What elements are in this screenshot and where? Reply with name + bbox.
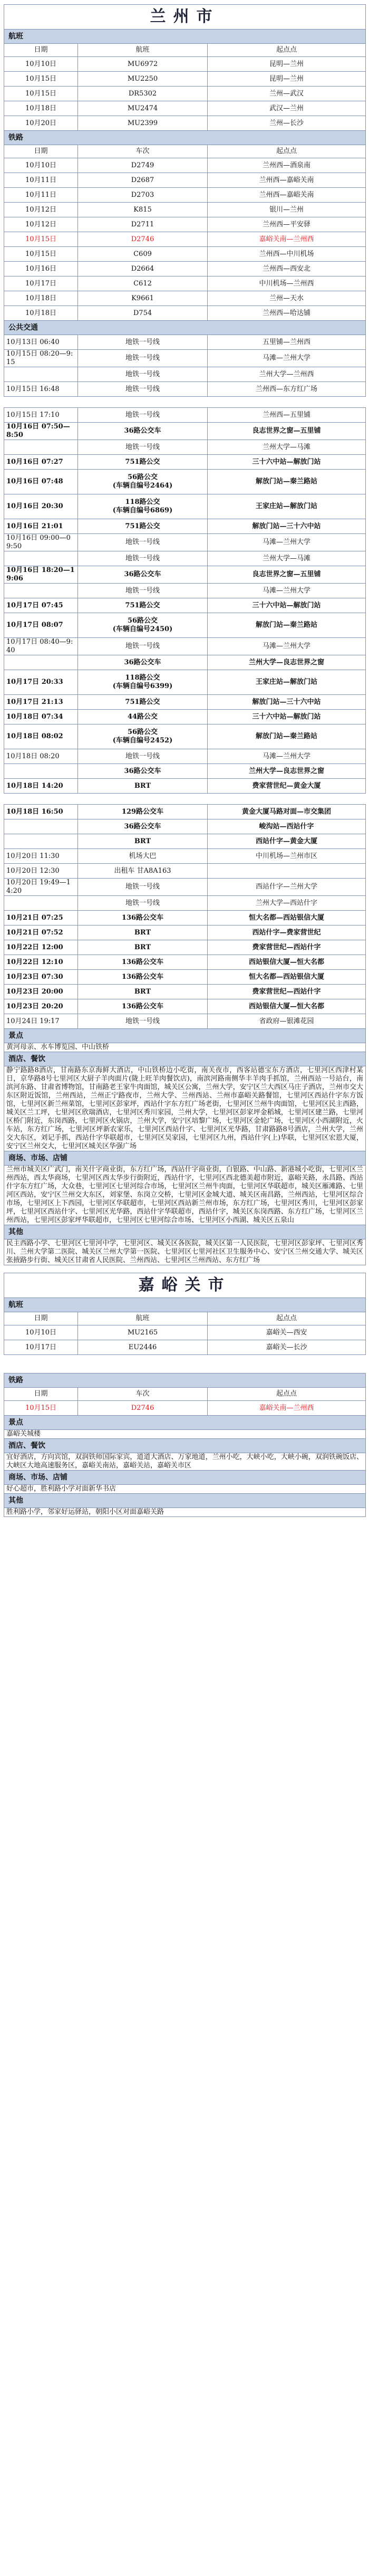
- cell-date: 10月17日: [4, 1340, 78, 1355]
- col-route: 起点点: [208, 44, 366, 57]
- cell-date: 10月22日 12:00: [4, 940, 78, 955]
- table-row: [4, 926, 366, 940]
- cell-number: MU2250: [78, 72, 208, 87]
- cell-number: D754: [78, 306, 208, 321]
- cell-number: 751路公交: [78, 519, 208, 534]
- cell-route: 兰州西—东方红广场: [208, 382, 366, 397]
- cell-date: 10月15日: [4, 87, 78, 101]
- table-row: [4, 896, 366, 911]
- bus-rows-lanzhou-a: [4, 335, 366, 397]
- section-rail-jiayuguan: 铁路: [4, 1373, 366, 1388]
- cell-route: 兰州—武汉: [208, 87, 366, 101]
- table-row: [4, 695, 366, 710]
- section-rail-lanzhou: 铁路: [4, 131, 366, 145]
- cell-route: 武汉—兰州: [208, 101, 366, 116]
- flight-rows-lanzhou: [4, 57, 366, 131]
- cell-date: 10月17日 21:13: [4, 695, 78, 710]
- table-row: [4, 408, 366, 423]
- cell-number: DR5302: [78, 87, 208, 101]
- cell-number: 地铁一号线: [78, 749, 208, 764]
- cell-number: K815: [78, 203, 208, 217]
- cell-date: 10月18日 08:20: [4, 749, 78, 764]
- table-row: [4, 382, 366, 397]
- table-row: [4, 335, 366, 350]
- cell-number: K9661: [78, 291, 208, 306]
- cell-number: 118路公交 (车辆自编号6399): [78, 670, 208, 695]
- table-row: [4, 584, 366, 598]
- cell-date: 10月17日 08:07: [4, 613, 78, 638]
- table-row: [4, 911, 366, 926]
- cell-date: 10月21日 07:25: [4, 911, 78, 926]
- cell-number: 地铁一号线: [78, 440, 208, 455]
- table-row: [4, 494, 366, 519]
- cell-date: 10月18日 07:34: [4, 710, 78, 724]
- cell-date: 10月16日 20:30: [4, 494, 78, 519]
- cell-route: 五里铺—兰州西: [208, 335, 366, 350]
- cell-date: 10月16日 07:27: [4, 455, 78, 470]
- table-row: [4, 306, 366, 321]
- table-row: [4, 116, 366, 131]
- table-row: [4, 940, 366, 955]
- cell-route: 兰州—天水: [208, 291, 366, 306]
- hotel-text-jiayuguan: 宜好酒店，方向宾馆，双润铁师国际家宾，道道大酒店、万家地道，兰州小吃，大峡小吃，大峡小碗，双润铁碗饭店、大峡区大地高速服务区，嘉峪关南站，嘉峪关站，嘉峪关市区: [4, 1453, 366, 1471]
- cell-number: 地铁一号线: [78, 350, 208, 367]
- cell-route: 兰州大学—马滩: [208, 551, 366, 566]
- cell-number: 地铁一号线: [78, 408, 208, 423]
- bus-rows-lanzhou-b: [4, 408, 366, 794]
- table-row: [4, 613, 366, 638]
- cell-date: 10月13日 06:40: [4, 335, 78, 350]
- cell-date: 10月11日: [4, 173, 78, 188]
- table-row: [4, 970, 366, 985]
- cell-number: D2746: [78, 1401, 208, 1416]
- table-row: [4, 72, 366, 87]
- scenic-text-lanzhou: 黄河母亲、水车博览园、中山铁桥: [4, 1043, 366, 1052]
- cell-route: 马滩—兰州大学: [208, 350, 366, 367]
- table-row: [4, 779, 366, 794]
- table-row: [4, 1014, 366, 1029]
- cell-route: 解放门站—三十六中站: [208, 519, 366, 534]
- cell-number: 出租车 甘A8A163: [78, 864, 208, 879]
- spacer: [4, 397, 366, 408]
- cell-date: 10月18日: [4, 101, 78, 116]
- cell-route: 西站银信大厦—恒大名都: [208, 999, 366, 1014]
- cell-number: MU2474: [78, 101, 208, 116]
- cell-number: BRT: [78, 940, 208, 955]
- cell-route: 西站银信大厦—恒大名都: [208, 955, 366, 970]
- cell-route: 昆明—兰州: [208, 57, 366, 72]
- table-row: [4, 203, 366, 217]
- rail-rows-lanzhou: [4, 158, 366, 321]
- cell-route: 峻沟站—西站什字: [208, 819, 366, 834]
- cell-route: 兰州西—哈达铺: [208, 306, 366, 321]
- other-text-jiayuguan: 胜利路小学，邻家好运驿站，朝阳小区对面嘉峪关路: [4, 1508, 366, 1517]
- cell-number: BRT: [78, 779, 208, 794]
- cell-date: 10月16日 07:50—8:50: [4, 423, 78, 440]
- cell-number: EU2446: [78, 1340, 208, 1355]
- cell-route: 兰州西—五里铺: [208, 408, 366, 423]
- cell-date: 10月16日 09:00—09:50: [4, 534, 78, 551]
- cell-route: 三十六中站—解放门站: [208, 455, 366, 470]
- cell-route: 马滩—兰州大学: [208, 749, 366, 764]
- city-title-lanzhou: 兰州市: [4, 5, 366, 30]
- cell-date: 10月15日: [4, 232, 78, 247]
- cell-date: 10月16日 07:48: [4, 470, 78, 494]
- table-row: [4, 955, 366, 970]
- cell-date: 10月15日: [4, 1401, 78, 1416]
- flight-rows-jiayuguan: [4, 1325, 366, 1355]
- cell-route: 中川机场—兰州西: [208, 276, 366, 291]
- cell-number: 136路公交车: [78, 955, 208, 970]
- table-row: [4, 805, 366, 819]
- other-text-lanzhou: 民主西路小学、七里河区七里河中学，七里河区、城关区各医院，城关区第一人民医院，七里河区彭家坪、七里河区秀川、兰州大学第二医院、城关区兰州大学第一医院、七里河区七里河社区卫生服务中心、安宁区兰州交通大学、城关区张掖路步行街、城关区甘肃省人民医院、兰州西站、七里河区兰州西站、东方红广场: [4, 1239, 366, 1265]
- cell-route: 中川机场—兰州市区: [208, 849, 366, 864]
- cell-date: 10月18日 16:50: [4, 805, 78, 819]
- cell-date: 10月16日 21:01: [4, 519, 78, 534]
- cell-route: 省政府—银滩花园: [208, 1014, 366, 1029]
- cell-date: 10月15日 08:20—9:15: [4, 350, 78, 367]
- table-row: [4, 87, 366, 101]
- cell-date: 10月17日 08:40—9:40: [4, 638, 78, 655]
- cell-number: MU2399: [78, 116, 208, 131]
- cell-number: 地铁一号线: [78, 1014, 208, 1029]
- cell-date: [4, 584, 78, 598]
- table-row: [4, 834, 366, 849]
- table-row: [4, 598, 366, 613]
- cell-date: [4, 896, 78, 911]
- cell-route: 良志世界之窗—五里铺: [208, 566, 366, 584]
- cell-number: 36路公交车: [78, 566, 208, 584]
- cell-date: 10月22日 12:10: [4, 955, 78, 970]
- cell-number: 129路公交车: [78, 805, 208, 819]
- col-route: 起点点: [208, 1388, 366, 1401]
- cell-date: 10月10日: [4, 1325, 78, 1340]
- section-scenic-jiayuguan: 景点: [4, 1416, 366, 1430]
- table-row: [4, 367, 366, 382]
- cell-number: 36路公交车: [78, 764, 208, 779]
- spacer: [4, 794, 366, 805]
- cell-date: [4, 367, 78, 382]
- cell-route: 费家营世纪—西站什字: [208, 940, 366, 955]
- col-route: 起点点: [208, 145, 366, 158]
- market-text-lanzhou: 兰州市城关区广武门，南关什字商业街，东方红广场，西站什字商业街，白银路、中山路、新港城小吃街，七里河区兰州西站，西太华商场，七里河区西太华步行街附近，西站什字，七里河区西北德美超市附近，嘉峪关路，永昌路、西站什字东方红广场，大众巷，七里河区七里河综合市场，七里河区兰州牛肉面，七里河区华联超市，城关区雁滩路、七里河区西站，安宁区兰州交大东区，刘家堡、东岗立交桥，七里河区金城大道、城关区南昌路，兰州西站，七里河区综合市场，七里河区上下西园，七里河区华联超市，七里河区西站新兰州市场，东方红广场，七里河区秀川，七里河区彭家坪，七里河区西站什字、七里河区光华路，西站什字华联超市，西站什字，城关区东岗西路、东方红广场，七里河区兰州西站，七里河区彭家坪华联超市，七里河区七里河综合市场、七里河区小西湖、城关区五泉山: [4, 1166, 366, 1225]
- cell-route: 嘉峪关南—兰州西: [208, 232, 366, 247]
- table-row: [4, 440, 366, 455]
- section-other-jiayuguan: 其他: [4, 1494, 366, 1508]
- jiayuguan-table: [4, 1273, 366, 1517]
- cell-route: 恒大名都—西站银信大厦: [208, 970, 366, 985]
- cell-number: D2749: [78, 158, 208, 173]
- cell-date: [4, 551, 78, 566]
- cell-route: 解放门站—秦兰路站: [208, 613, 366, 638]
- table-row: [4, 985, 366, 999]
- cell-route: 嘉峪关南—兰州西: [208, 1401, 366, 1416]
- cell-number: 751路公交: [78, 455, 208, 470]
- cell-number: 地铁一号线: [78, 584, 208, 598]
- cell-route: 兰州大学—兰州西: [208, 367, 366, 382]
- cell-number: D2746: [78, 232, 208, 247]
- cell-route: 马滩—兰州大学: [208, 584, 366, 598]
- section-hotel-lanzhou: 酒店、餐饮: [4, 1052, 366, 1066]
- table-row: [4, 999, 366, 1014]
- cell-route: 兰州大学—马滩: [208, 440, 366, 455]
- table-row: [4, 534, 366, 551]
- table-row: [4, 423, 366, 440]
- cell-number: C609: [78, 247, 208, 262]
- cell-number: 地铁一号线: [78, 382, 208, 397]
- cell-route: 马滩—兰州大学: [208, 638, 366, 655]
- cell-date: 10月17日: [4, 276, 78, 291]
- cell-number: 751路公交: [78, 695, 208, 710]
- cell-date: 10月23日 20:20: [4, 999, 78, 1014]
- table-row: [4, 232, 366, 247]
- cell-number: BRT: [78, 834, 208, 849]
- cell-number: 机场大巴: [78, 849, 208, 864]
- cell-route: [208, 864, 366, 879]
- cell-number: 地铁一号线: [78, 879, 208, 896]
- table-row: [4, 217, 366, 232]
- cell-date: 10月15日 16:48: [4, 382, 78, 397]
- table-row: [4, 1401, 366, 1416]
- table-row: [4, 724, 366, 749]
- table-row: [4, 455, 366, 470]
- table-row: [4, 638, 366, 655]
- table-row: [4, 350, 366, 367]
- cell-number: 136路公交车: [78, 999, 208, 1014]
- spacer: [4, 1355, 366, 1373]
- cell-number: D2711: [78, 217, 208, 232]
- table-row: [4, 551, 366, 566]
- cell-route: 西站什字—兰州大学: [208, 879, 366, 896]
- col-date: 日期: [4, 1312, 78, 1325]
- table-row: [4, 276, 366, 291]
- cell-date: 10月12日: [4, 217, 78, 232]
- cell-route: 嘉峪关—长沙: [208, 1340, 366, 1355]
- cell-date: 10月16日: [4, 262, 78, 276]
- table-row: [4, 262, 366, 276]
- section-hotel-jiayuguan: 酒店、餐饮: [4, 1439, 366, 1453]
- cell-date: 10月20日: [4, 116, 78, 131]
- cell-number: 地铁一号线: [78, 534, 208, 551]
- cell-date: 10月11日: [4, 188, 78, 203]
- cell-number: 56路公交 (车辆自编号2450): [78, 613, 208, 638]
- cell-number: D2703: [78, 188, 208, 203]
- section-scenic-lanzhou: 景点: [4, 1029, 366, 1043]
- cell-number: D2664: [78, 262, 208, 276]
- cell-number: D2687: [78, 173, 208, 188]
- cell-route: 兰州西—中川机场: [208, 247, 366, 262]
- cell-route: 解放门站—秦兰路站: [208, 724, 366, 749]
- cell-date: 10月20日 11:30: [4, 849, 78, 864]
- cell-date: 10月18日 08:02: [4, 724, 78, 749]
- table-row: [4, 655, 366, 670]
- section-market-lanzhou: 商场、市场、店铺: [4, 1151, 366, 1166]
- table-row: [4, 470, 366, 494]
- cell-date: 10月17日 07:45: [4, 598, 78, 613]
- spacer: [4, 1265, 365, 1273]
- cell-number: 118路公交 (车辆自编号6869): [78, 494, 208, 519]
- table-row: [4, 247, 366, 262]
- table-row: [4, 519, 366, 534]
- cell-route: 嘉峪关—西安: [208, 1325, 366, 1340]
- cell-route: 西站什字—黄金大厦: [208, 834, 366, 849]
- cell-route: 银川—兰州: [208, 203, 366, 217]
- col-date: 日期: [4, 145, 78, 158]
- cell-number: MU6972: [78, 57, 208, 72]
- col-number: 车次: [78, 145, 208, 158]
- cell-number: 36路公交车: [78, 655, 208, 670]
- table-row: [4, 101, 366, 116]
- table-row: [4, 764, 366, 779]
- cell-number: 地铁一号线: [78, 638, 208, 655]
- section-flight-lanzhou: 航班: [4, 30, 366, 44]
- cell-route: 黄金大厦马路对面—市交集团: [208, 805, 366, 819]
- cell-date: 10月15日: [4, 72, 78, 87]
- cell-route: 兰州大学—良志世界之窗: [208, 764, 366, 779]
- city-title-jiayuguan: 嘉峪关市: [4, 1273, 366, 1298]
- table-row: [4, 1340, 366, 1355]
- section-bus-lanzhou: 公共交通: [4, 321, 366, 335]
- section-flight-jiayuguan: 航班: [4, 1298, 366, 1312]
- cell-route: 西站什字—费家营世纪: [208, 926, 366, 940]
- col-route: 起点点: [208, 1312, 366, 1325]
- cell-route: 费家营世纪—西站什字: [208, 985, 366, 999]
- cell-number: 地铁一号线: [78, 896, 208, 911]
- col-date: 日期: [4, 44, 78, 57]
- cell-number: 36路公交车: [78, 819, 208, 834]
- cell-route: 解放门站—秦兰路站: [208, 470, 366, 494]
- cell-date: 10月15日 17:10: [4, 408, 78, 423]
- cell-number: 地铁一号线: [78, 367, 208, 382]
- cell-number: BRT: [78, 926, 208, 940]
- cell-route: 兰州大学—西站什字: [208, 896, 366, 911]
- table-row: [4, 566, 366, 584]
- cell-route: 兰州西—平安驿: [208, 217, 366, 232]
- table-row: [4, 849, 366, 864]
- table-row: [4, 291, 366, 306]
- col-date: 日期: [4, 1388, 78, 1401]
- cell-route: 王家庄站—解放门站: [208, 494, 366, 519]
- cell-date: [4, 764, 78, 779]
- table-row: [4, 864, 366, 879]
- cell-number: 136路公交车: [78, 911, 208, 926]
- cell-route: 兰州西—嘉峪关南: [208, 173, 366, 188]
- col-number: 航班: [78, 1312, 208, 1325]
- cell-route: 兰州西—嘉峪关南: [208, 188, 366, 203]
- cell-route: 解放门站—三十六中站: [208, 695, 366, 710]
- table-row: [4, 188, 366, 203]
- cell-number: 136路公交车: [78, 970, 208, 985]
- cell-number: 56路公交 (车辆自编号2452): [78, 724, 208, 749]
- cell-date: 10月20日 12:30: [4, 864, 78, 879]
- section-other-lanzhou: 其他: [4, 1225, 366, 1239]
- cell-date: 10月18日: [4, 306, 78, 321]
- table-row: [4, 57, 366, 72]
- cell-date: 10月18日: [4, 291, 78, 306]
- cell-route: 兰州大学—良志世界之窗: [208, 655, 366, 670]
- cell-route: 三十六中站—解放门站: [208, 598, 366, 613]
- cell-number: 56路公交 (车辆自编号2464): [78, 470, 208, 494]
- cell-route: 昆明—兰州: [208, 72, 366, 87]
- cell-date: 10月17日 20:33: [4, 670, 78, 695]
- cell-number: 地铁一号线: [78, 335, 208, 350]
- cell-date: 10月23日 07:30: [4, 970, 78, 985]
- cell-date: [4, 440, 78, 455]
- bus-rows-lanzhou-c: [4, 805, 366, 1029]
- cell-number: BRT: [78, 985, 208, 999]
- hotel-text-lanzhou: 静宁路路8酒店，甘南路东京海鲜大酒店，中山铁桥边小吃街，南关夜市，西客站德宝东方酒店，七里河区西津村某日，京华路8号七里河区大厨子羊肉面片(陇上旺羊肉餐饮店)，南滨河路南侧华丰羊肉手抓馆，兰州西站一号站台，南滨河东路、甘肃省博物馆，甘南路老王家牛肉面馆，城关区公寓，兰州大学，安宁区兰大西区马庄子酒店，兰州市交大东区附近饭馆，兰州西站，兰州正宁路夜市，兰州大学、兰州西站、兰州市嘉峪关路餐馆，七里河区西站什字东方饭馆，七里河区新兰州菜馆，七里河区彭家坪，西站什字东方红广场老街，七里河区兰州牛肉面馆，七里河区民主西路，城关区兰工坪，七里河区欣瑞酒店，七里河区秀川家园，兰州大学，七里河区彭家坪金稻城，七里河区建兰路，七里河区桥门附近，东岗西路，七里河区火锅店，兰州大学，安宁区培黎广场，七里河区金轮广场，七里河区小西湖附近，火车站，东方红广场，七里河区坪新农家乐，七里河区西站什字、七里河区光华路，甘肃路路8号酒店，兰州大学，兰州交大东区，刘记手抓，西站什字华联超市，七里河区吴家园，七里河区九州，西站什字(上)华联，七里河区宏恩大厦，安宁区兰州交大，七里河区城关区华强广场: [4, 1066, 366, 1151]
- table-row: [4, 749, 366, 764]
- cell-date: 10月10日: [4, 158, 78, 173]
- lanzhou-table: [4, 4, 366, 1265]
- cell-route: 王家庄站—解放门站: [208, 670, 366, 695]
- cell-number: C612: [78, 276, 208, 291]
- cell-date: [4, 655, 78, 670]
- cell-date: 10月15日: [4, 247, 78, 262]
- cell-date: 10月16日 18:20—19:06: [4, 566, 78, 584]
- col-number: 车次: [78, 1388, 208, 1401]
- table-row: [4, 879, 366, 896]
- table-row: [4, 710, 366, 724]
- cell-date: 10月10日: [4, 57, 78, 72]
- cell-route: 良志世界之窗—五里铺: [208, 423, 366, 440]
- cell-date: [4, 819, 78, 834]
- cell-date: 10月12日: [4, 203, 78, 217]
- col-number: 航班: [78, 44, 208, 57]
- cell-date: 10月21日 07:52: [4, 926, 78, 940]
- cell-number: 地铁一号线: [78, 551, 208, 566]
- table-row: [4, 173, 366, 188]
- table-row: [4, 1325, 366, 1340]
- cell-number: 36路公交车: [78, 423, 208, 440]
- cell-number: 44路公交: [78, 710, 208, 724]
- cell-date: [4, 834, 78, 849]
- cell-date: 10月24日 19:17: [4, 1014, 78, 1029]
- cell-route: 三十六中站—解放门站: [208, 710, 366, 724]
- cell-number: MU2165: [78, 1325, 208, 1340]
- table-row: [4, 670, 366, 695]
- cell-route: 费家营世纪—黄金大厦: [208, 779, 366, 794]
- rail-rows-jiayuguan: [4, 1401, 366, 1416]
- scenic-text-jiayuguan: 嘉峪关城楼: [4, 1430, 366, 1439]
- cell-route: 马滩—兰州大学: [208, 534, 366, 551]
- cell-route: 兰州西—酒泉南: [208, 158, 366, 173]
- cell-route: 恒大名都—西站银信大厦: [208, 911, 366, 926]
- cell-date: 10月18日 14:20: [4, 779, 78, 794]
- cell-number: 751路公交: [78, 598, 208, 613]
- market-text-jiayuguan: 好心超市，胜利路小学对面新华书店: [4, 1485, 366, 1494]
- cell-route: 兰州西—西安北: [208, 262, 366, 276]
- cell-route: 兰州—长沙: [208, 116, 366, 131]
- section-market-jiayuguan: 商场、市场、店铺: [4, 1471, 366, 1485]
- table-row: [4, 819, 366, 834]
- table-row: [4, 158, 366, 173]
- cell-date: 10月20日 19:49—14:20: [4, 879, 78, 896]
- cell-date: 10月23日 20:00: [4, 985, 78, 999]
